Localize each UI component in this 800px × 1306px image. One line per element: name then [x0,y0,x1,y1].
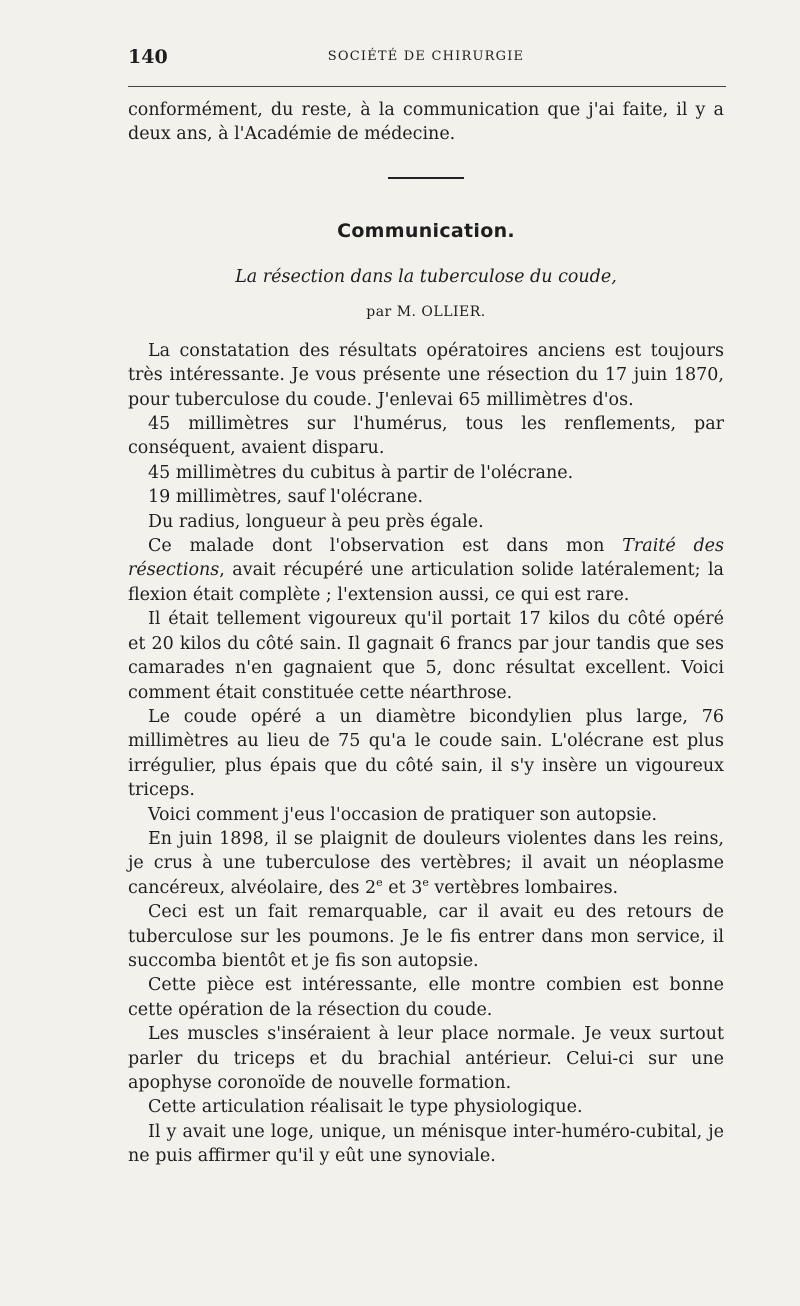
paragraph: Cette articulation réalisait le type physiologique. [148,1097,583,1118]
section-title: Communication. [337,219,515,242]
paragraph: Le coude opéré a un diamètre bicondylien plus large, 76 millimètres au lieu de 75 qu'a le coude sain. L'olécrane est plus irrégulier, plus épais que du côté sain, il s'y insère un vigoureux triceps. [128,706,724,801]
paragraph: 45 millimètres sur l'humérus, tous les renflements, par conséquent, avaient disparu. [128,414,724,459]
book-title-reference: Traité des résections [128,536,725,581]
superscript: e [376,875,383,889]
paragraph: Les muscles s'inséraient à leur place normale. Je veux surtout parler du triceps et du brachial antérieur. Celui-ci sur une apophyse coronoïde de nouvelle formation. [128,1024,724,1093]
paragraph: 19 millimètres, sauf l'olécrane. [148,487,424,508]
byline: par M. OLLIER. [366,303,486,320]
paragraph: Ceci est un fait remarquable, car il avait eu des retours de tuberculose sur les poumons. Je le fis entrer dans mon service, il succomba bientôt et je fis son autopsie. [128,902,724,971]
paragraph: 45 millimètres du cubitus à partir de l'olécrane. [148,462,574,483]
page-number: 140 [128,46,168,68]
superscript: e [422,875,429,889]
page-header [128,46,724,72]
section-separator [388,177,464,179]
paragraph: La constatation des résultats opératoires anciens est toujours très intéressante. Je vous présente une résection du 17 juin 1870, pour tuberculose du coude. J'enlevai 65 millimètres d'os. [128,340,724,410]
paragraph: Voici comment j'eus l'occasion de pratiquer son autopsie. [148,804,658,825]
paragraph-text: En juin 1898, il se plaignit de douleurs violentes dans les reins, je crus à une tuberculose des vertèbres; il avait un néoplasme cancéreux, alvéolaire, des 2 [128,828,724,898]
paragraph-text: , avait récupéré une articulation solide latéralement; la flexion était complète ; l'extension aussi, ce qui est rare. [128,560,724,605]
paragraph: Cette pièce est intéressante, elle montre combien est bonne cette opération de la résection du coude. [128,975,724,1020]
paragraph-text: vertèbres lombaires. [428,877,619,898]
paragraph-text: Ce malade dont l'observation est dans mon [148,536,623,557]
intro-paragraph [128,98,724,147]
paragraph [128,827,724,900]
paragraph-text: et 3 [382,877,423,898]
paragraph: Du radius, longueur à peu près égale. [148,511,484,532]
header-rule [128,86,726,87]
paragraph: Il y avait une loge, unique, un ménisque inter-huméro-cubital, je ne puis affirmer qu'il y eût une synoviale. [128,1121,724,1167]
paragraph: Il était tellement vigoureux qu'il portait 17 kilos du côté opéré et 20 kilos du côté sain. Il gagnait 6 francs par jour tandis que ses camarades n'en gagnaient que 5, donc résultat excellent. Voici comment était constituée cette néarthrose. [128,609,724,703]
paragraph [128,534,724,607]
text-block [128,98,724,1169]
running-title: SOCIÉTÉ DE CHIRURGIE [327,49,525,64]
article-title: La résection dans la tuberculose du coude, [235,266,617,287]
article-body [128,339,724,1169]
intro-line-2: deux ans, à l'Académie de médecine. [128,124,456,145]
intro-line-1: conformément, du reste, à la communication que j'ai faite, il y a [128,100,724,120]
